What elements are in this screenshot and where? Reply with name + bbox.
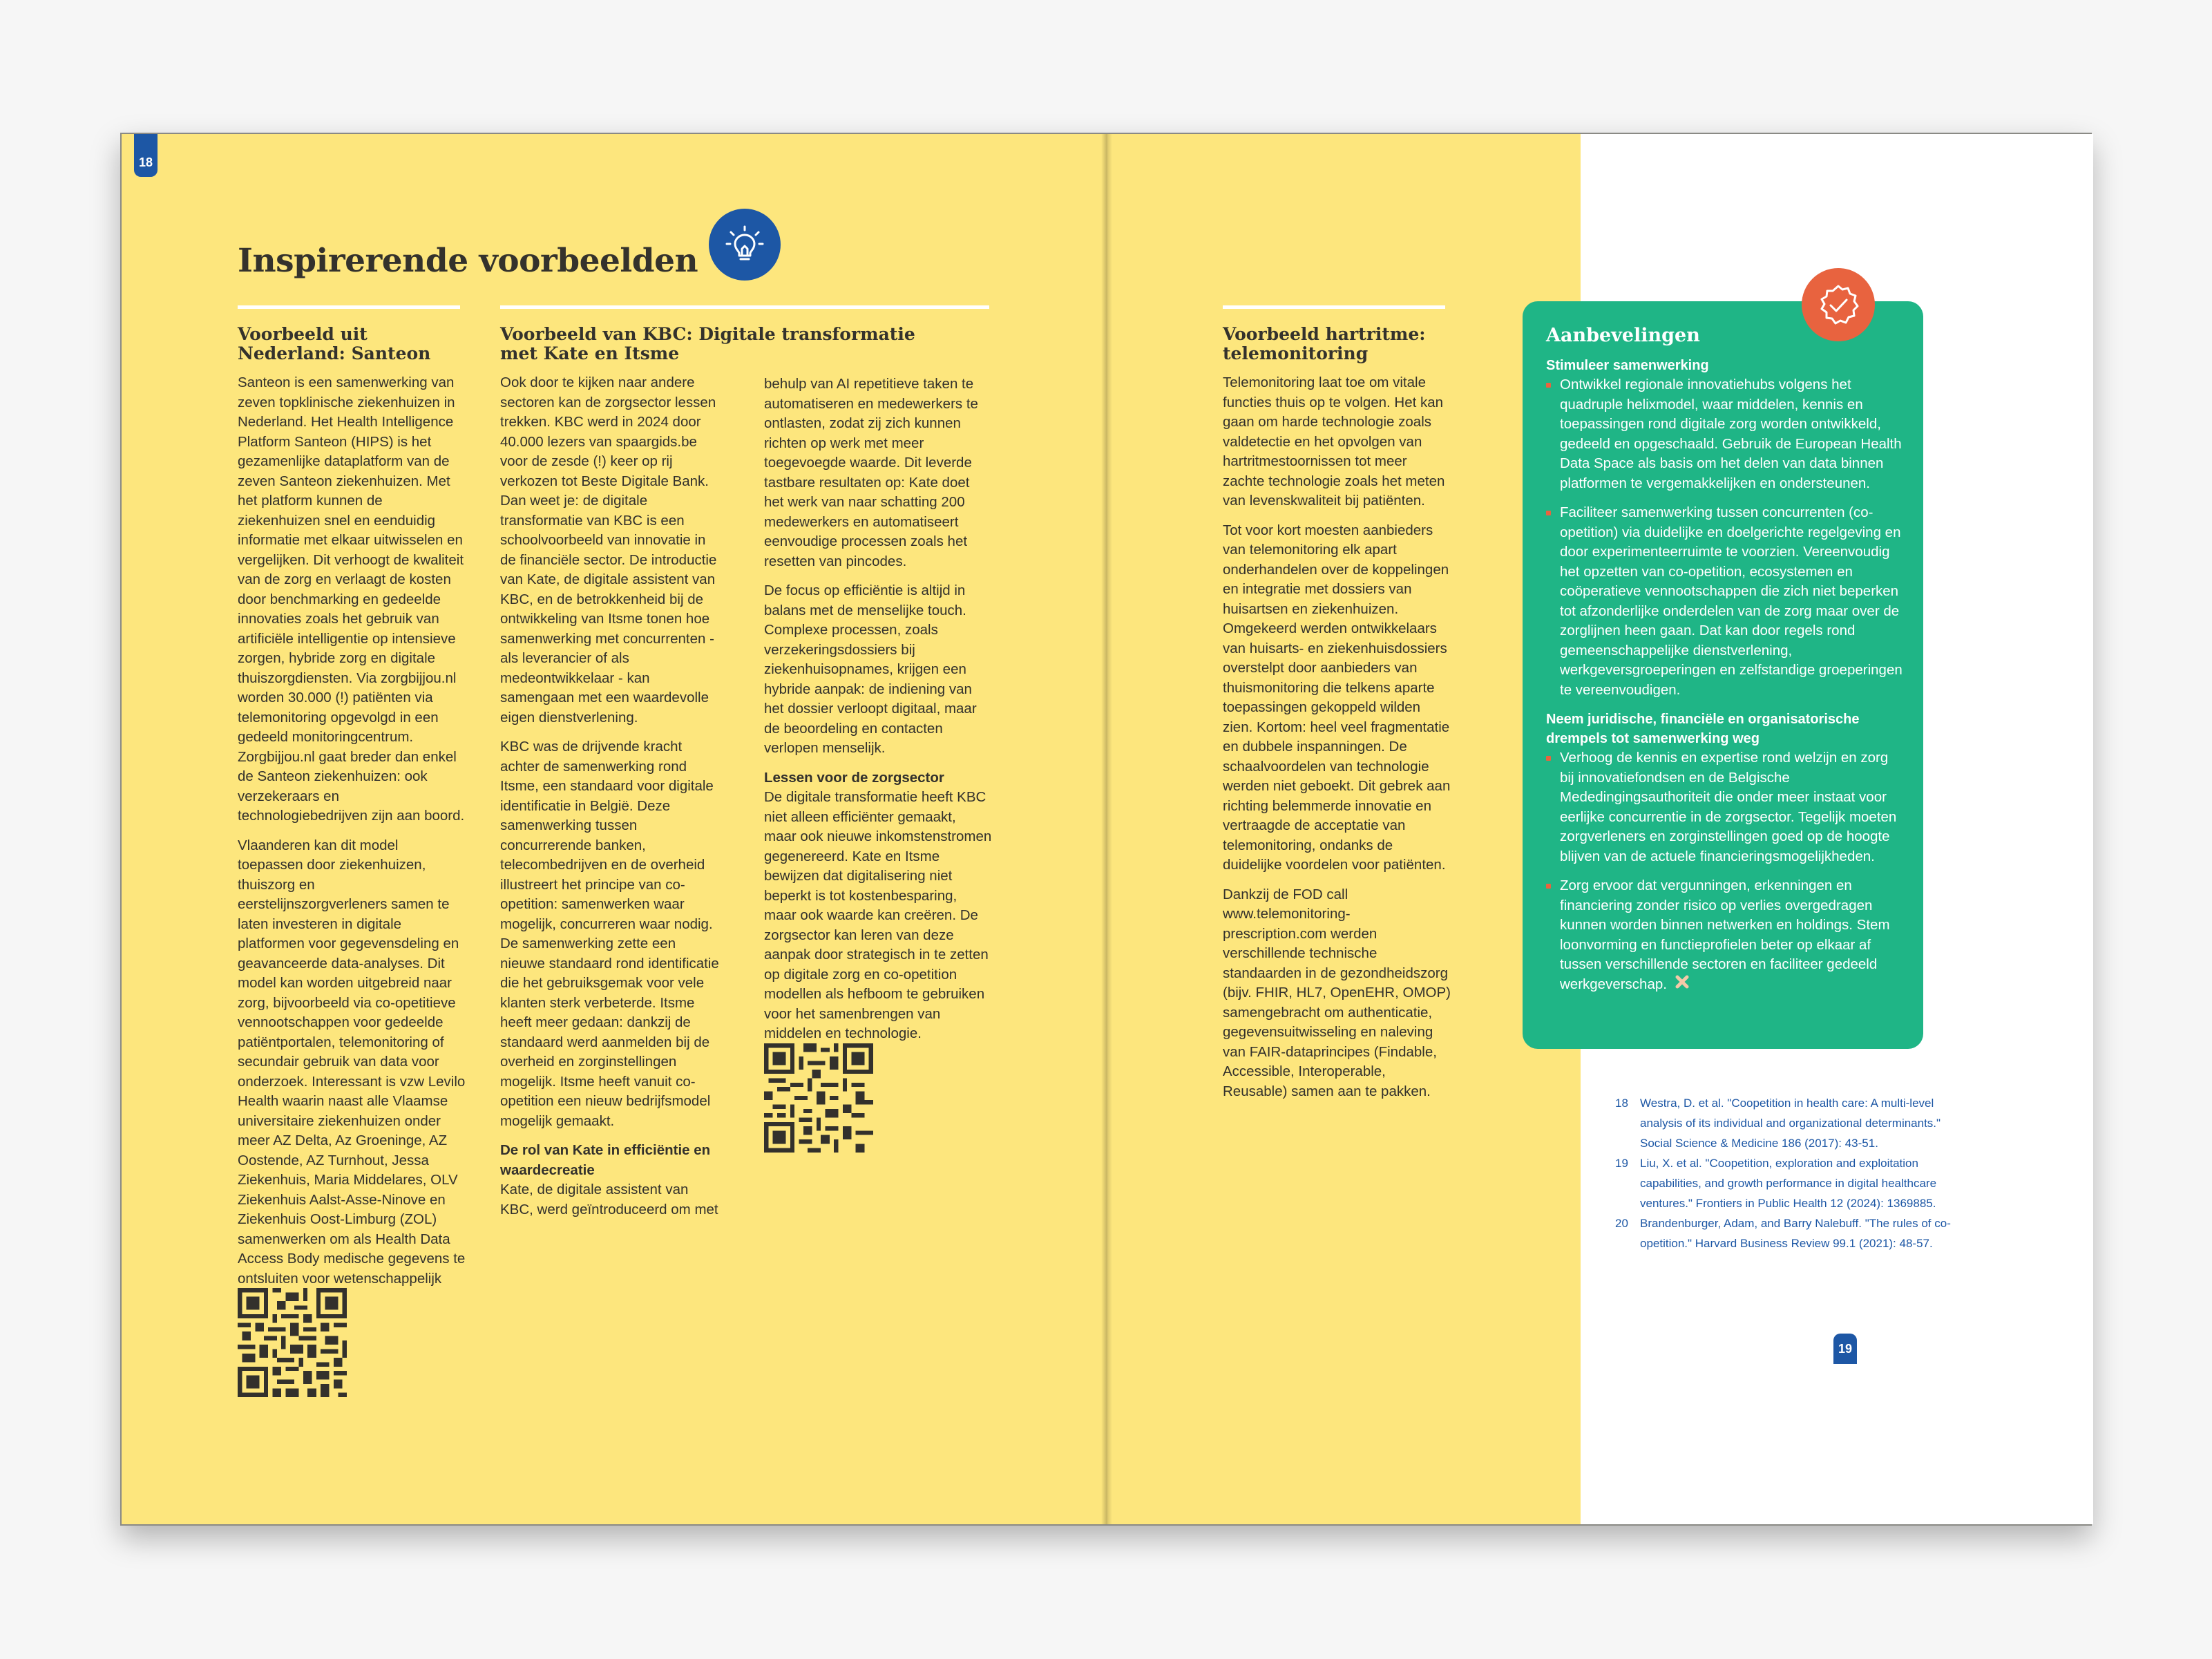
footnote-number: 20 <box>1615 1217 1628 1230</box>
paragraph: Vlaanderen kan dit model toepassen door ziekenhuizen, thuiszorg en eerstelijnszorgverleners samen te laten investeren in digitale platformen voor gegevensdeling en geavanceerde data-analyses. Dit model kan worden uitgebreid naar zorg, bijvoorbeeld via co-opetitieve vennootschappen voor gedeelde patiëntportalen, telemonitoring of secundair gebruik van data voor onderzoek. Interessant is vzw Levilo Health waarin naast alle Vlaamse universitaire ziekenhuizen onder meer AZ Delta, Az Groeninge, AZ Oostende, AZ Turnhout, Jessa Ziekenhuis, Maria Middelares, OLV Ziekenhuis Aalst-Asse-Ninove en Ziekenhuis Oost-Limburg (ZOL) samenwerken om als Health Data Access Body medische gegevens te ontsluiten voor wetenschappelijk <box>238 837 466 1287</box>
paragraph: Telemonitoring laat toe om vitale functies thuis op te volgen. Het kan gaan om harde technologie zoals valdetectie en het opvolgen van hartritmestoornissen tot meer zachte technologie zoals het meten van levenskwaliteit bij patiënten. <box>1223 375 1445 509</box>
qr-code-icon[interactable] <box>238 1288 347 1397</box>
rule-col1 <box>238 305 460 309</box>
list-item: Ontwikkel regionale innovatiehubs volgens het quadruple helixmodel, waar middelen, kennis en toepassingen rond digitale zorg worden ontwikkeld, gedeeld en opgeschaald. Gebruik de European Health Data Space als basis om het delen van data binnen platformen te vergemakkelijken en ondersteunen. <box>1546 375 1905 493</box>
page-number-right <box>1833 1334 1857 1364</box>
paragraph: Santeon is een samenwerking van zeven topklinische ziekenhuizen in Nederland. Het Health Intelligence Platform Santeon (HIPS) is het gezamenlijke dataplatform van de zeven Santeon ziekenhuizen. Met het platform kunnen de ziekenhuizen snel en eenduidig informatie met elkaar uitwisselen en vergelijken. Dit verhoogt de kwaliteit van de zorg en verlaagt de kosten door benchmarking en gedeelde innovaties zoals het gebruik van artificiële intelligentie op intensieve zorgen, hybride zorg en digitale thuiszorgdiensten. Via zorgbijjou.nl worden 30.000 (!) patiënten via telemonitoring opgevolgd in een gedeeld monitoringcentrum. Zorgbijjou.nl gaat breder dan enkel de Santeon ziekenhuizen: ook verzekeraars en technologiebedrijven zijn aan boord. <box>238 375 465 824</box>
footnote <box>1615 1153 1961 1213</box>
paragraph: Tot voor kort moesten aanbieders van telemonitoring elk apart onderhandelen over de koppelingen en integratie met dossiers van huisartsen en ziekenhuizen. Omgekeerd werden ontwikkelaars van huisarts- en ziekenhuisdossiers overstelpt door aanbieders van thuismonitoring die telkens aparte toepassingen gekoppeld wilden zien. Kortom: heel veel fragmentatie en dubbele inspanningen. De schaalvoordelen van technologie werden niet geboekt. Dit gebrek aan richting belemmerde innovatie en vertraagde de acceptatie van telemonitoring, ondanks de duidelijke voordelen voor patiënten. <box>1223 522 1451 873</box>
paragraph: Ook door te kijken naar andere sectoren kan de zorgsector lessen trekken. KBC werd in 2024 door 40.000 lezers van spaargids.be voor de zesde (!) keer op rij verkozen tot Beste Digitale Bank. Dan weet je: de digitale transformatie van KBC is een schoolvoorbeeld van innovatie in de financiële sector. De introductie van Kate, de digitale assistent van KBC, en de betrokkenheid bij de ontwikkeling van Itsme tonen hoe samenwerking met concurrenten - als leverancier of als medeontwikkelaar - kan samengaan met een waardevolle eigen dienstverlening. <box>500 375 717 726</box>
footnote-number: 18 <box>1615 1097 1628 1110</box>
paragraph: De digitale transformatie heeft KBC niet alleen efficiënter gemaakt, maar ook nieuwe inkomstenstromen gegenereerd. Kate en Itsme bewijzen dat digitalisering niet beperkt is tot kostenbesparing, maar ook waarde kan creëren. De zorgsector kan leren van deze aanpak door strategisch in te zetten op digitale zorg en co-opetition modellen als hefboom te gebruiken voor het samenbrengen van middelen en technologie. <box>764 789 992 1041</box>
footnote-text: Brandenburger, Adam, and Barry Nalebuff. "The rules of co-opetition." Harvard Business Review 99.1 (2021): 48-57. <box>1640 1217 1951 1250</box>
section-title: Stimuleer samenwerking <box>1546 358 1709 373</box>
lightbulb-svg <box>723 222 767 267</box>
page-number-left <box>134 134 158 177</box>
page-gutter <box>1101 134 1112 1524</box>
heading-telemonitoring: Voorbeeld hartritme: telemonitoring <box>1223 324 1426 363</box>
page-number-right-text: 19 <box>1838 1341 1853 1356</box>
footnote-text: Liu, X. et al. "Coopetition, exploration and exploitation capabilities, and growth performance in digital healthcare ventures." Frontiers in Public Health 12 (2024): 1369885. <box>1640 1157 1937 1210</box>
page-title: Inspirerende voorbeelden <box>238 242 698 280</box>
lightbulb-icon <box>709 209 781 281</box>
paragraph: behulp van AI repetitieve taken te automatiseren en medewerkers te ontlasten, zodat zij zich kunnen richten op werk met meer toegevoegde waarde. Dit leverde tastbare resultaten op: Kate doet het werk van naar schatting 200 medewerkers en automatiseert eenvoudige processen zoals het resetten van pincodes. <box>764 376 978 569</box>
rule-right-col <box>1223 305 1445 309</box>
paragraph: Dankzij de FOD call www.telemonitoring-prescription.com werden verschillende technische standaarden in de gezondheidszorg (bijv. FHIR, HL7, OpenEHR, OMOP) samengebracht om authenticatie, gegevensuitwisseling en naleving van FAIR-dataprincipes (Findable, Accessible, Interoperable, Reusable) samen aan te pakken. <box>1223 886 1451 1099</box>
page-number-left-text: 18 <box>138 155 153 169</box>
paragraph: Kate, de digitale assistent van KBC, werd geïntroduceerd om met <box>500 1182 718 1217</box>
recommendations-content <box>1546 325 1905 1004</box>
footnote <box>1615 1213 1961 1253</box>
footnote <box>1615 1093 1961 1153</box>
footnotes <box>1615 1093 1961 1253</box>
qr-code-icon[interactable] <box>764 1043 873 1153</box>
rule-col2 <box>500 305 989 309</box>
section-title: Neem juridische, financiële en organisatorische drempels tot samenwerking weg <box>1546 712 1860 746</box>
check-badge-svg <box>1814 281 1862 329</box>
footnote-text: Westra, D. et al. "Coopetition in health care: A multi-level analysis of its individual and organizational determinants." Social Science & Medicine 186 (2017): 43-51. <box>1640 1097 1941 1150</box>
list-item-text: Zorg ervoor dat vergunningen, erkenningen en financiering zonder risico op verlies overgedragen kunnen worden binnen netwerken en holdings. Stem loonvorming en functieprofielen beter op elkaar af tussen verschillende sectoren en faciliteer gedeeld werkgeverschap. <box>1560 878 1890 992</box>
subheading-lessen: Lessen voor de zorgsector <box>764 769 944 786</box>
list-item: Verhoog de kennis en expertise rond welzijn en zorg bij innovatiefondsen en de Belgische Mededingingsauthoriteit die onder meer instaat voor eerlijke concurrentie in de zorgsector. Tegelijk moeten zorgverleners en zorginstellingen goed op de hoogte blijven van de actuele financieringsmogelijkheden. <box>1546 748 1905 866</box>
subheading-kate: De rol van Kate in efficiëntie en waardecreatie <box>500 1142 711 1178</box>
column-telemonitoring <box>1223 325 1451 1111</box>
list-item <box>1546 876 1905 994</box>
footnote-number: 19 <box>1615 1157 1628 1170</box>
column-kbc-continued <box>764 375 992 1054</box>
heading-santeon: Voorbeeld uit Nederland: Santeon <box>238 324 431 363</box>
recommendations-title: Aanbevelingen <box>1546 325 1700 346</box>
column-santeon <box>238 325 466 1318</box>
close-cross-icon <box>1675 975 1689 995</box>
paragraph: KBC was de drijvende kracht achter de samenwerking rond Itsme, een standaard voor digitale identificatie in België. Deze samenwerking tussen concurrerende banken, telecombedrijven en de overheid illustreert het principe van co-opetition: samenwerken waar mogelijk, concurreren waar nodig. De samenwerking zette een nieuwe standaard rond identificatie die het gebruiksgemak voor vele klanten sterk verbeterde. Itsme heeft meer gedaan: dankzij de standaard werd aanmelden bij de overheid en zorginstellingen mogelijk. Itsme heeft vanuit co-opetition een nieuw bedrijfsmodel mogelijk gemaakt. <box>500 739 719 1129</box>
list-item: Faciliteer samenwerking tussen concurrenten (co-opetition) via duidelijke en doelgerichte regelgeving en door experimenteerruimte te voorzien. Vereenvoudig het opzetten van co-opetition, ecosystemen en coöperatieve vennootschappen die zich niet beperken tot afzonderlijke onderdelen van de zorg maar over de zorglijnen heen gaan. Dat kan door regels rond gemeenschappelijke dienstverlening, werkgeversgroeperingen en zelfstandige groeperingen te vereenvoudigen. <box>1546 503 1905 700</box>
heading-kbc: Voorbeeld van KBC: Digitale transformatie met Kate en Itsme <box>500 324 915 363</box>
paragraph: De focus op efficiëntie is altijd in balans met de menselijke touch. Complexe processen, zoals verzekeringsdossiers bij ziekenhuisopnames, krijgen een hybride aanpak: de indiening van het dossier verloopt digitaal, maar de beoordeling en contacten verlopen menselijk. <box>764 582 977 756</box>
